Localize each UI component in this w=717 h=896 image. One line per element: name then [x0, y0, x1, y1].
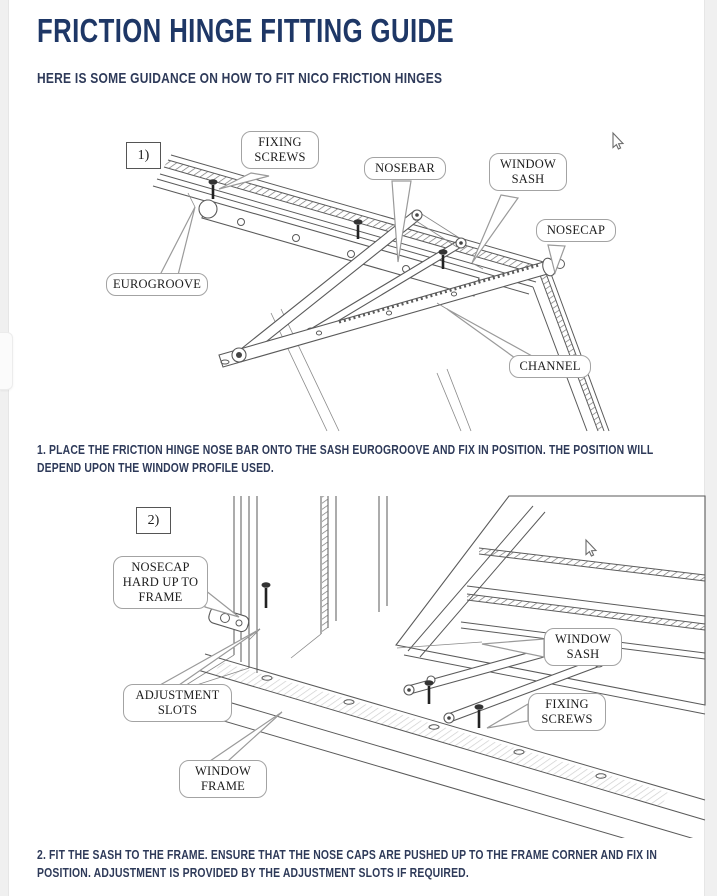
step-1-marker: 1) [126, 142, 161, 169]
callout-fixing-screws: FIXING SCREWS [241, 131, 319, 169]
callout-window-sash: WINDOW SASH [544, 628, 622, 666]
guide-page [8, 0, 705, 896]
left-edge-tab [0, 332, 13, 390]
callout-window-sash: WINDOW SASH [489, 153, 567, 191]
cursor-icon [613, 133, 623, 149]
callout-fixing-screws: FIXING SCREWS [528, 693, 606, 731]
step-1-instruction: 1. PLACE THE FRICTION HINGE NOSE BAR ONTO THE SASH EUROGROOVE AND FIX IN POSITION. THE POSITION WILL DEPEND UPON THE WINDOW PROFILE USED. [37, 442, 654, 475]
fixing-screw-icon [425, 680, 434, 704]
fixing-screw-icon [262, 582, 271, 608]
callout-channel: CHANNEL [509, 355, 591, 378]
callout-eurogroove: EUROGROOVE [106, 273, 208, 296]
step-2-marker: 2) [136, 507, 171, 534]
callout-nosecap-hard-up-to-frame: NOSECAP HARD UP TO FRAME [113, 556, 208, 609]
fixing-screw-icon [475, 704, 484, 728]
page-subtitle: HERE IS SOME GUIDANCE ON HOW TO FIT NICO FRICTION HINGES [37, 70, 443, 87]
diagram-step-2 [9, 490, 707, 838]
callout-adjustment-slots: ADJUSTMENT SLOTS [123, 684, 232, 722]
callout-window-frame: WINDOW FRAME [179, 760, 267, 798]
callout-nosecap: NOSECAP [536, 219, 616, 242]
page-title: FRICTION HINGE FITTING GUIDE [37, 12, 455, 49]
diagram-step-1 [9, 115, 707, 435]
step-2-instruction: 2. FIT THE SASH TO THE FRAME. ENSURE THAT THE NOSE CAPS ARE PUSHED UP TO THE FRAME CORNER AND FIX IN POSITION. ADJUSTMENT IS PROVIDED BY THE ADJUSTMENT SLOTS IF REQUIRED. [37, 847, 658, 880]
callout-nosebar: NOSEBAR [364, 157, 446, 180]
